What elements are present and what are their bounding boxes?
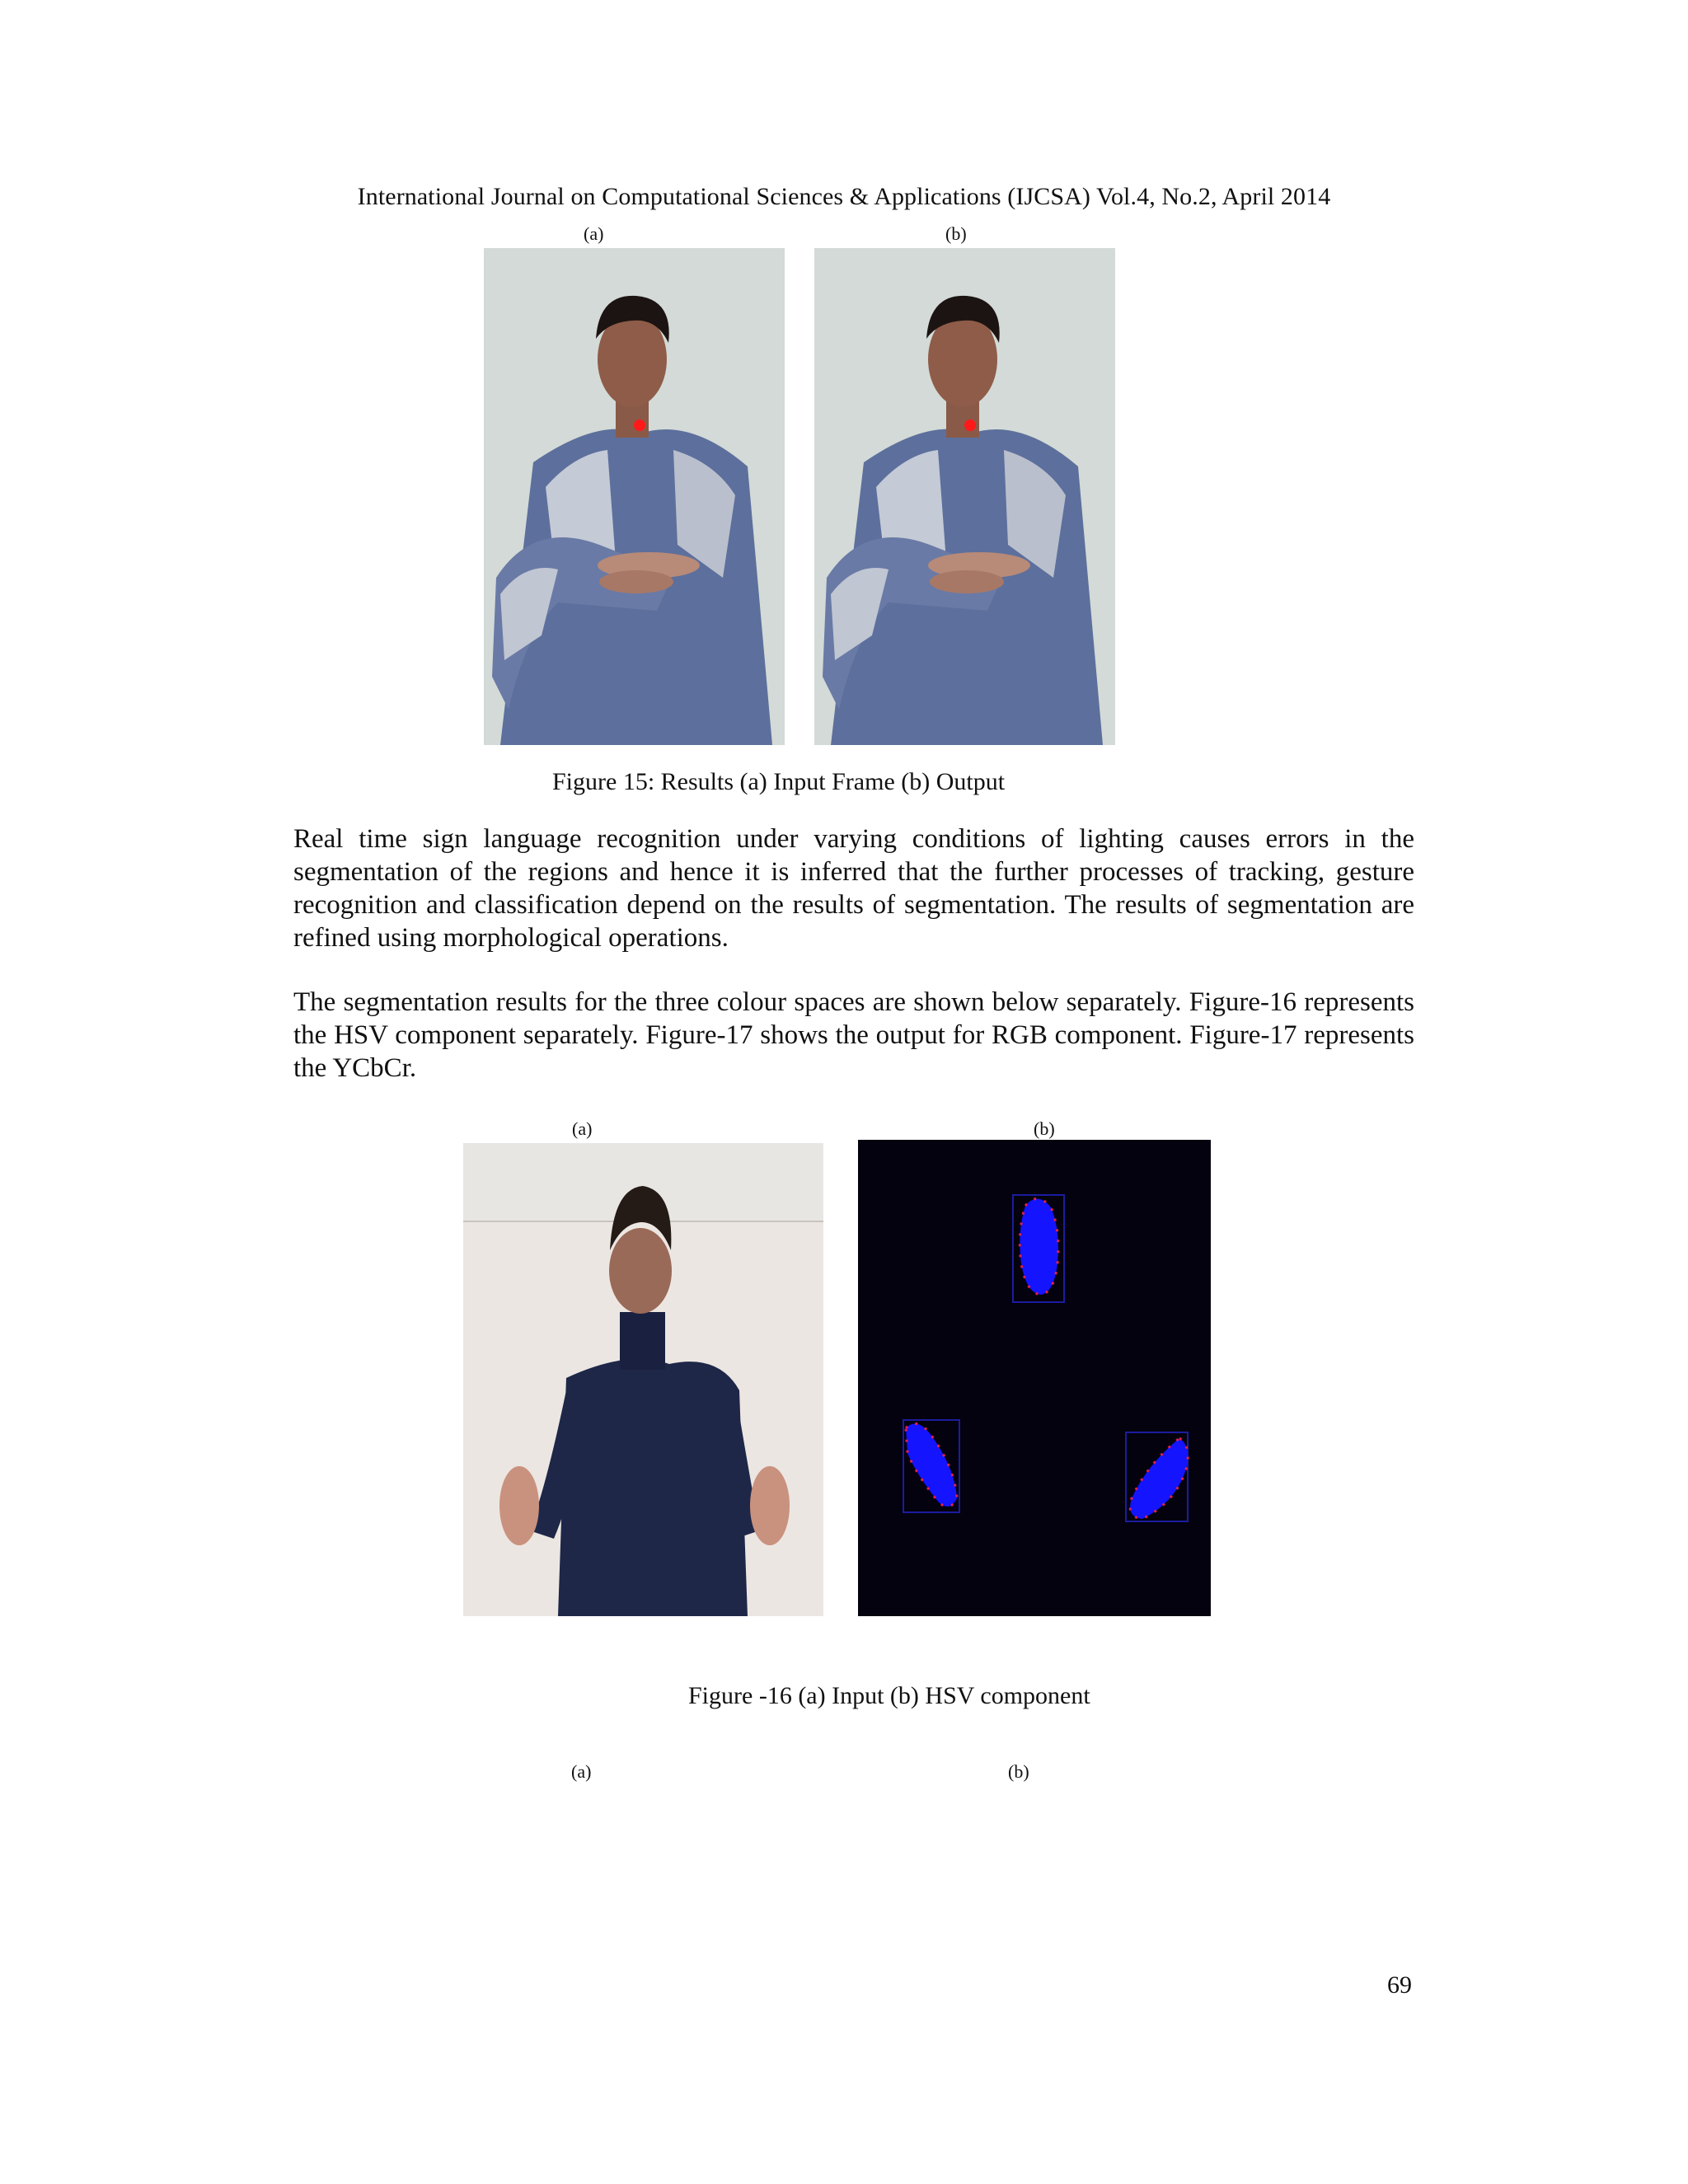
fig17-label-b: (b): [1008, 1761, 1029, 1782]
page-number: 69: [1387, 1971, 1412, 1999]
fig17-label-a: (a): [571, 1761, 592, 1782]
body-paragraph-2: The segmentation results for the three colour spaces are shown below separately. Figure-16 represents the HSV component separately. Figure-17 shows the output for RGB component. Figure-17 represents the YCbCr.: [293, 987, 1414, 1083]
fig15-input-frame-image: [484, 248, 785, 745]
fig16-hsv-component-image: [858, 1140, 1211, 1616]
body-paragraph-1: Real time sign language recognition under varying conditions of lighting causes errors in the segmentation of the regions and hence it is inferred that the further processes of tracking, gesture recognition and classification depend on the results of segmentation. The results of segmentation are refined using morphological operations.: [293, 824, 1414, 953]
fig15-output-image: [814, 248, 1115, 745]
fig16-label-b: (b): [1034, 1118, 1055, 1139]
fig15-label-b: (b): [945, 223, 967, 244]
fig16-label-a: (a): [572, 1118, 593, 1139]
fig16-input-image: [463, 1143, 823, 1616]
fig15-caption: Figure 15: Results (a) Input Frame (b) Output: [552, 768, 1006, 795]
fig16-caption: Figure -16 (a) Input (b) HSV component: [688, 1682, 1090, 1709]
running-header: International Journal on Computational Sciences & Applications (IJCSA) Vol.4, No.2, April 2014: [357, 183, 1331, 210]
fig15-label-a: (a): [584, 223, 604, 244]
